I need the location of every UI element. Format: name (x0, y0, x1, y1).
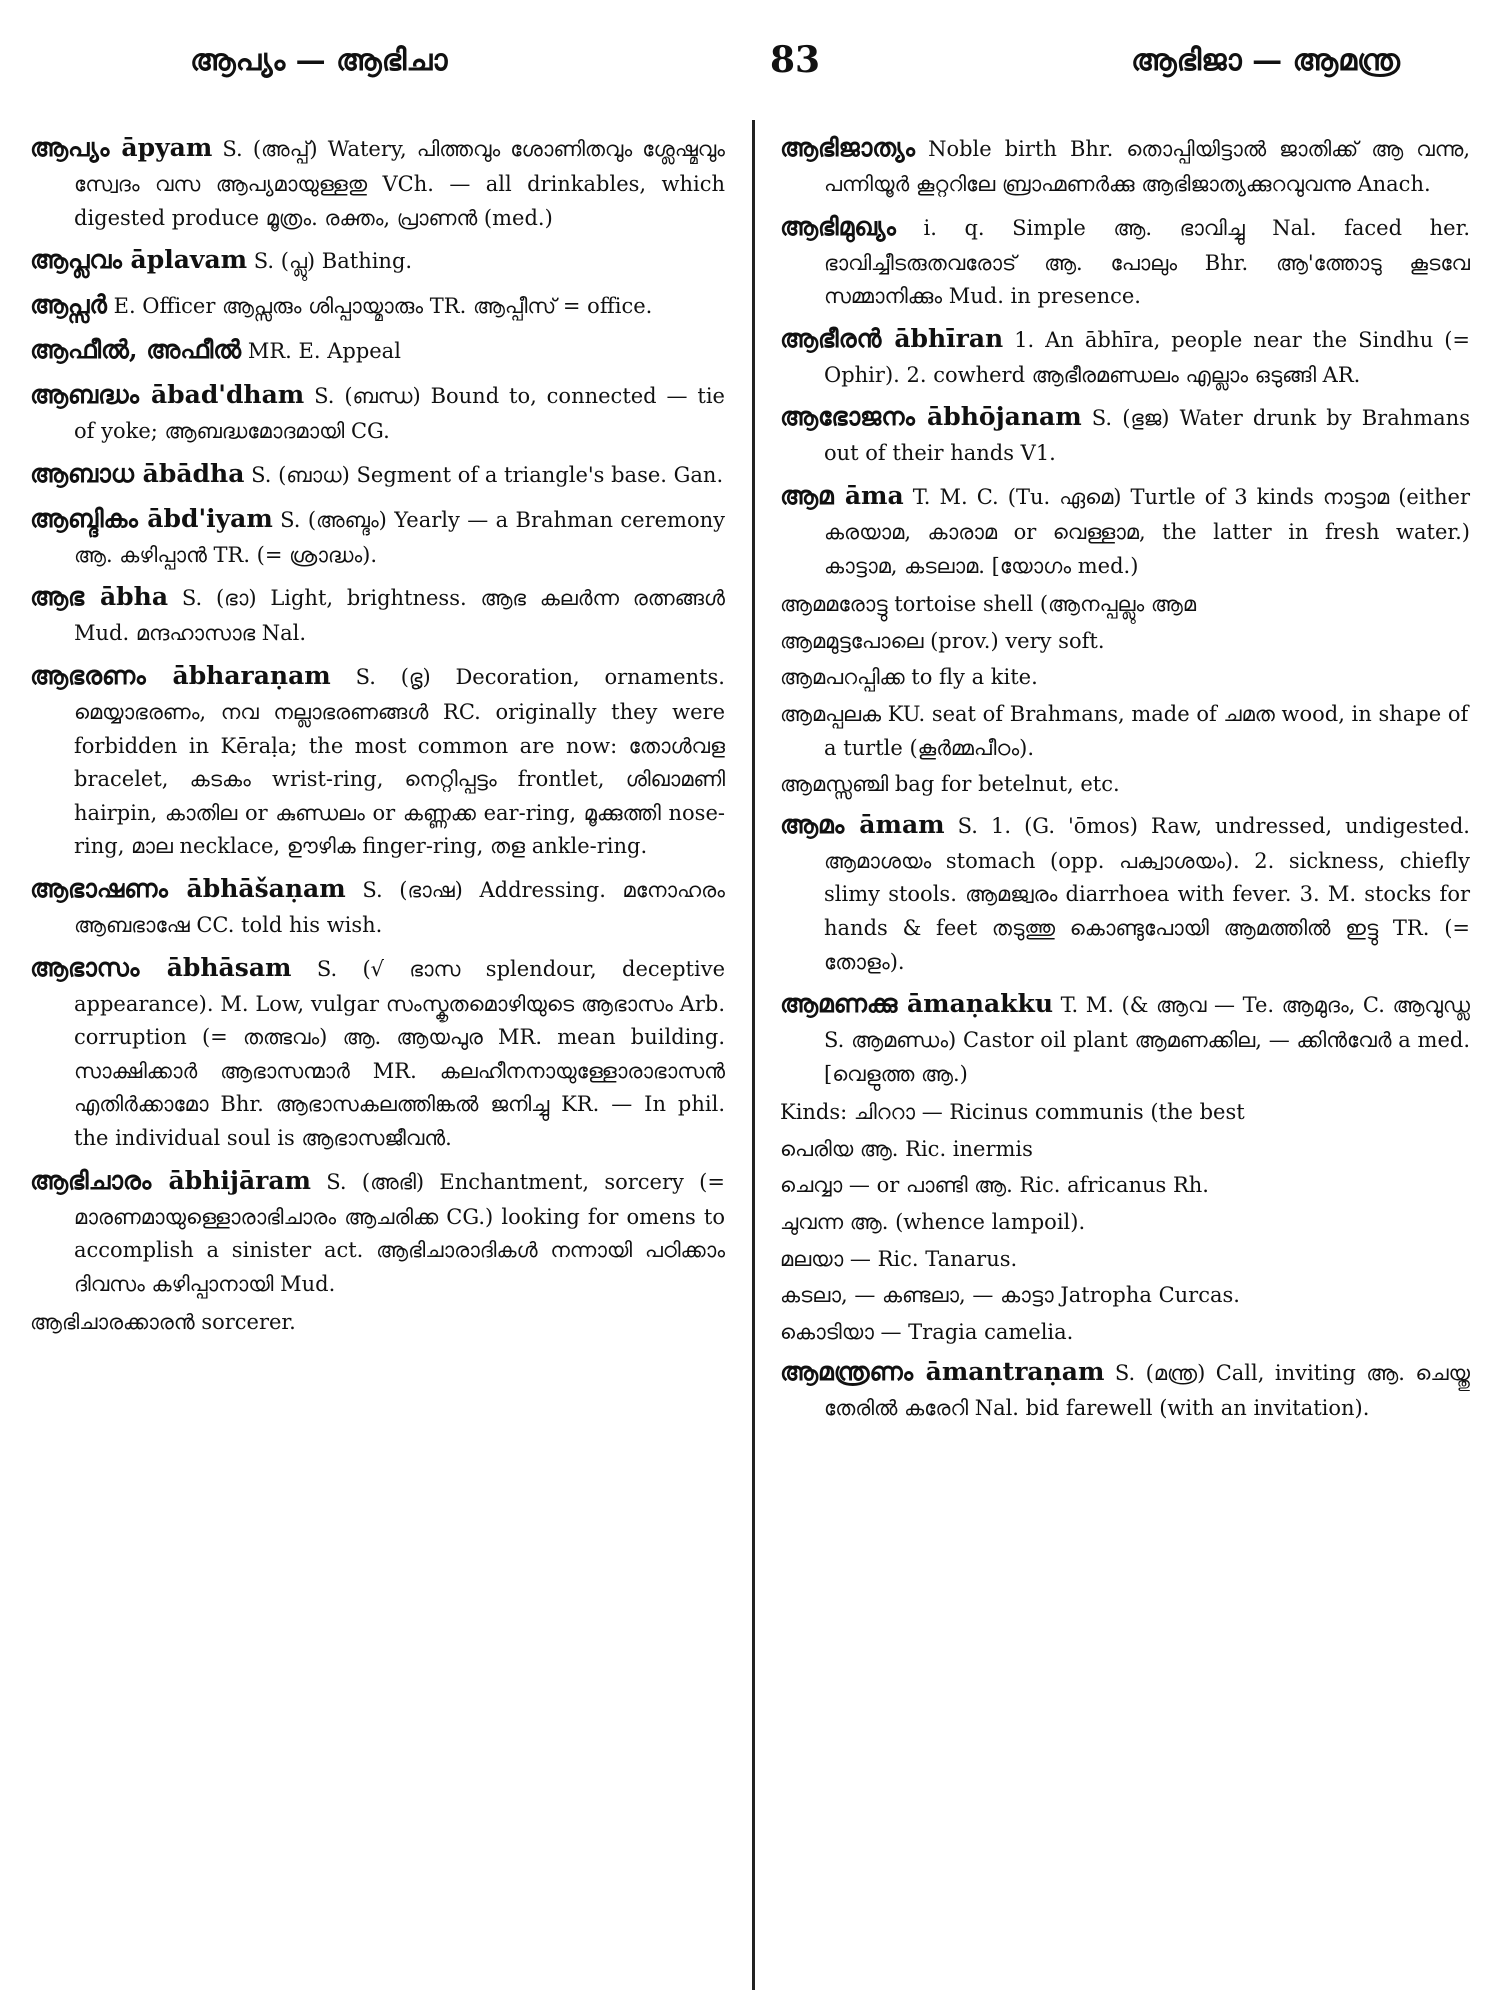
dictionary-entry (30, 375, 725, 449)
dictionary-entry (780, 397, 1470, 471)
entry-headword: ആഭരണം ābharaṇam (30, 660, 331, 690)
entry-text: S. (ഭുജ) Water drunk by Brahmans out of their hands V1. (824, 406, 1470, 466)
entry-text: E. Officer ആപ്സരും ശിപ്പായ്മാരും TR. ആപ്പീസ് = office. (113, 294, 653, 319)
entry-headword: ആഫീൽ, അഫീൽ (30, 335, 242, 365)
entry-text: T. M. C. (Tu. ഏമെ) Turtle of 3 kinds നാട്ടാമ (either കരയാമ, കാരാമ or വെള്ളാമ, the latter in fresh water.) കാട്ടാമ, കടലാമ. [യോഗം med.) (824, 484, 1470, 578)
entry-text: MR. E. Appeal (247, 339, 401, 364)
entry-text: S. (അപ്പ്) Watery, പിത്തവും ശോണിതവും ശ്ലേഷ്മവും സ്വേദം വസ ആപ്യമായുള്ളതു VCh. — all drinkables, which digested produce മൂത്രം. രക്തം, പ്രാണൻ (med.) (74, 137, 725, 230)
page-number: 83 (769, 39, 821, 81)
entry-text: S. (അഭി) Enchantment, sorcery (= മാരണമായുള്ളൊരാഭിചാരം ആചരിക്ക CG.) looking for omens to accomplish a sinister act. ആഭിചാരാദികൾ നന്നായി പഠിക്കാം ദിവസം കഴിപ്പാനായി Mud. (74, 1169, 725, 1296)
entry-text: ആമപറപ്പിക്ക to fly a kite. (780, 665, 1038, 690)
entry-text: i. q. Simple ആ. ഭാവിച്ചു Nal. faced her. ഭാവിച്ചീടരുതവരോട് ആ. പോലും Bhr. ആ'ത്തോടു കൂടവേ സമ്മാനിക്കും Mud. in presence. (824, 215, 1470, 309)
entry-headword: ആപ്യം āpyam (30, 133, 213, 162)
dictionary-entry (30, 240, 725, 280)
left-guide-word: ആപ്യം — ആഭിചാ (190, 42, 448, 78)
dictionary-entry (30, 577, 725, 651)
entry-headword: ആഭ ābha (30, 582, 169, 612)
entry-headword: ആപ്ലവം āplavam (30, 245, 248, 275)
sub-entry (780, 1133, 1470, 1167)
sub-entry (780, 768, 1470, 802)
entry-text: ആഭിചാരക്കാരൻ sorcerer. (30, 1310, 296, 1335)
dictionary-entry (30, 454, 725, 494)
entry-headword: ആമ āma (780, 480, 904, 510)
dictionary-entry (30, 330, 725, 370)
entry-text: S. (ഭാ) Light, brightness. ആഭ കലർന്ന രത്നങ്ങൾ Mud. മന്ദഹാസാഭ Nal. (74, 586, 725, 646)
entry-text: മലയാ — Ric. Tanarus. (780, 1246, 1018, 1271)
dictionary-entry (30, 948, 725, 1156)
dictionary-entry (780, 476, 1470, 583)
page-header (40, 30, 1460, 90)
sub-entry (30, 1306, 725, 1340)
entry-text: പെരിയ ആ. Ric. inermis (780, 1136, 1033, 1161)
dictionary-entry (780, 984, 1470, 1091)
entry-headword: ആപ്സർ (30, 290, 107, 320)
sub-entry (780, 698, 1470, 765)
entry-headword: ആബദ്ധം ābad'dham (30, 380, 305, 410)
right-column (780, 128, 1470, 1431)
dictionary-entry (30, 128, 725, 235)
sub-entry (780, 1316, 1470, 1350)
dictionary-entry (780, 207, 1470, 314)
entry-headword: ആഭാഷണം ābhāšaṇam (30, 873, 346, 903)
entry-headword: ആമം āmam (780, 809, 945, 839)
entry-text: ആമമുട്ടപോലെ (prov.) very soft. (780, 628, 1105, 653)
sub-entry (780, 1279, 1470, 1313)
dictionary-entry (30, 1161, 725, 1302)
entry-text: S. (പ്ലു) Bathing. (253, 249, 413, 274)
entry-text: S. (ബാധ) Segment of a triangle's base. Gan. (251, 462, 724, 487)
entry-headword: ആഭിമുഖ്യം (780, 211, 896, 241)
dictionary-entry (30, 499, 725, 573)
entry-text: S. (ബന്ധ) Bound to, connected — tie of yoke; ആബദ്ധമോദമായി CG. (74, 384, 725, 444)
column-divider (752, 120, 755, 1990)
entry-text: ചുവന്ന ആ. (whence lampoil). (780, 1210, 1086, 1235)
entry-headword: ആഭോജനം ābhōjanam (780, 402, 1082, 432)
entry-text: T. M. (& ആവ — Te. ആമുദം, C. ആവുഡ്ല S. ആമണ്ഡം) Castor oil plant ആമണക്കില, — ക്കിൻവേർ a med. [വെളുത്ത ആ.) (824, 993, 1470, 1086)
entry-text: ആമസ്സഞ്ചി bag for betelnut, etc. (780, 772, 1120, 797)
dictionary-entry (780, 128, 1470, 202)
entry-headword: ആമണക്കു āmaṇakku (780, 989, 1053, 1019)
entry-text: S. (മന്ത്ര) Call, inviting ആ. ചെയ്തു തേരിൽ കരേറി Nal. bid farewell (with an invitation). (824, 1361, 1470, 1421)
dictionary-entry (30, 656, 725, 864)
entry-headword: ആഭീരൻ ābhīran (780, 323, 1004, 353)
entry-text: ആമപ്പലക KU. seat of Brahmans, made of ചമത wood, in shape of a turtle (കൂർമ്മപീഠം). (780, 701, 1469, 760)
entry-text: 1. An ābhīra, people near the Sindhu (= Ophir). 2. cowherd ആഭീരമണ്ഡലം എല്ലാം ഒടുങ്ങി AR. (824, 327, 1470, 387)
entry-text: ആമമരോട്ടു tortoise shell (ആനപ്പല്ലും ആമ (780, 592, 1197, 617)
right-guide-word: ആഭിജാ — ആമന്ത്ര (1130, 42, 1400, 78)
left-column (30, 128, 725, 1343)
entry-text: ചെവ്വാ — or പാണ്ടി ആ. Ric. africanus Rh. (780, 1173, 1209, 1198)
dictionary-entry (30, 869, 725, 943)
sub-entry (780, 588, 1470, 622)
dictionary-entry (780, 805, 1470, 979)
entry-text: കൊടിയാ — Tragia camelia. (780, 1319, 1074, 1344)
entry-text: S. (ഭൃ) Decoration, ornaments. മെയ്യാഭരണം, നവ നല്ലാഭരണങ്ങൾ RC. originally they were forbidden in Kēraḷa; the most common are now: തോൾവള bracelet, കടകം wrist-ring, നെറ്റിപ്പട്ടം frontlet, ശിഖാമണി hairpin, കാതില or കുണ്ഡലം or കണ്ണക്ക ear-ring, മൂക്കുത്തി nose-ring, മാല necklace, ഊഴിക finger-ring, തള ankle-ring. (74, 664, 725, 859)
entry-text: Noble birth Bhr. തൊപ്പിയിട്ടാൽ ജാതിക്ക് ആ വന്നു, പന്നിയൂർ കൂറ്ററിലേ ബ്രാഹ്മണർക്കു ആഭിജാത്യക്കുറവുവന്നു Anach. (824, 137, 1470, 196)
entry-headword: ആഭാസം ābhāsam (30, 952, 292, 982)
entry-text: Kinds: ചിററാ — Ricinus communis (the best (780, 1100, 1245, 1125)
entry-text: S. 1. (G. 'ōmos) Raw, undressed, undigested. ആമാശയം stomach (opp. പക്വാശയം). 2. sickness, chiefly slimy stools. ആമജ്വരം diarrhoea with fever. 3. M. stocks for hands & feet തടുത്തു കൊണ്ടുപോയി ആമത്തിൽ ഇട്ടു TR. (= തോളം). (824, 813, 1470, 974)
sub-entry (780, 625, 1470, 659)
dictionary-entry (780, 1352, 1470, 1426)
sub-entry (780, 1169, 1470, 1203)
sub-entry (780, 1206, 1470, 1240)
dictionary-entry (780, 319, 1470, 393)
sub-entry (780, 661, 1470, 695)
entry-headword: ആബാധ ābādha (30, 458, 245, 488)
entry-text: S. (അബ്ദം) Yearly — a Brahman ceremony ആ. കഴിപ്പാൻ TR. (= ശ്രാദ്ധം). (74, 507, 725, 567)
sub-entry (780, 1096, 1470, 1130)
entry-text: S. (√ ഭാസ splendour, deceptive appearance). M. Low, vulgar സംസ്കൃതമൊഴിയുടെ ആഭാസം Arb. corruption (= തത്ഭവം) ആ. ആയപുര MR. mean building. സാക്ഷിക്കാർ ആഭാസന്മാർ MR. കലഹീനനായുള്ളോരാഭാസൻ എതിർക്കാമോ Bhr. ആഭാസകലത്തിങ്കൽ ജനിച്ചു KR. — In phil. the individual soul is ആഭാസജീവൻ. (74, 956, 725, 1150)
dictionary-entry (30, 285, 725, 325)
entry-headword: ആഭിചാരം ābhijāram (30, 1165, 311, 1195)
entry-text: S. (ഭാഷ) Addressing. മനോഹരം ആബഭാഷേ CC. told his wish. (74, 877, 725, 937)
entry-headword: ആമന്ത്രണം āmantraṇam (780, 1357, 1105, 1387)
entry-headword: ആബ്ദികം ābd'iyam (30, 503, 273, 533)
entry-headword: ആഭിജാത്യം (780, 133, 915, 162)
entry-text: കടലാ, — കണ്ടലാ, — കാട്ടാ Jatropha Curcas. (780, 1283, 1240, 1308)
sub-entry (780, 1243, 1470, 1277)
